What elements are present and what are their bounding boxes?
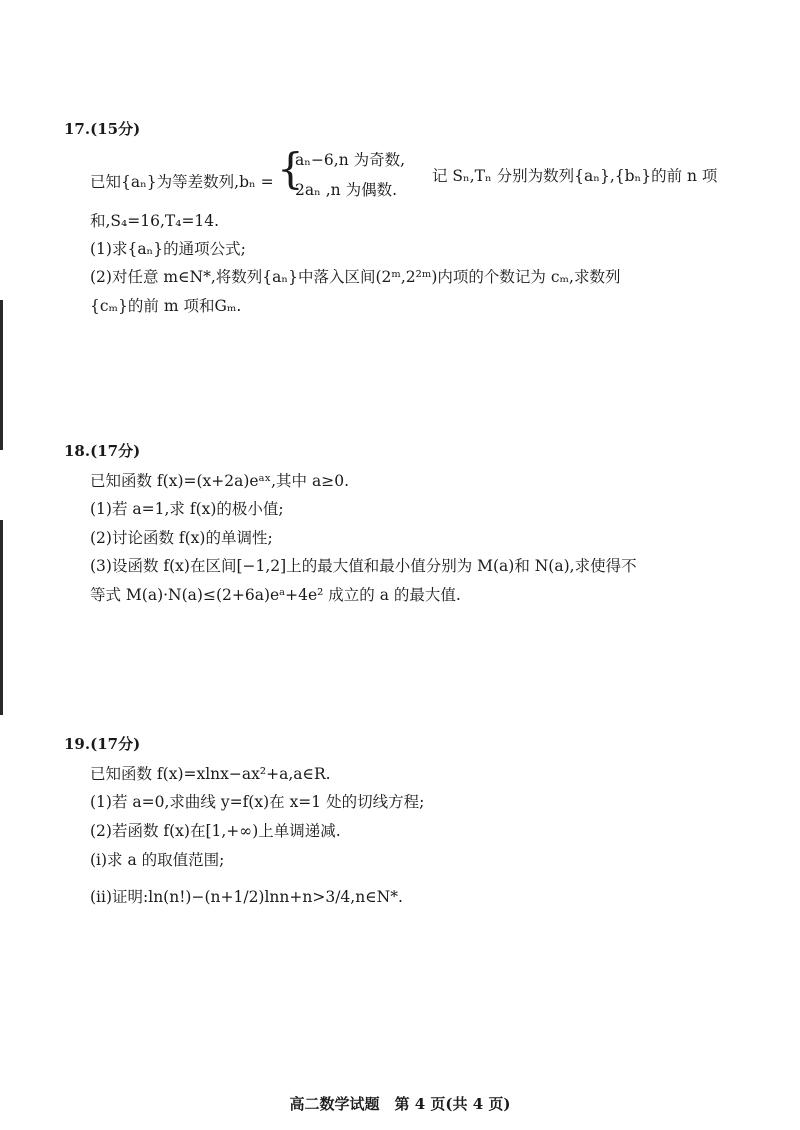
- question-18-part1: (1)若 a=1,求 f(x)的极小值;: [90, 500, 284, 518]
- piecewise-case-odd: aₙ−6,n 为奇数,: [295, 151, 406, 169]
- piecewise-case-even: 2aₙ ,n 为偶数.: [295, 181, 397, 199]
- question-18-part3-line2: 等式 M(a)·N(a)≤(2+6a)eᵃ+4e² 成立的 a 的最大值.: [90, 586, 461, 604]
- scan-edge-top: [0, 300, 3, 450]
- question-17: [62, 118, 742, 315]
- question-19: [62, 733, 742, 906]
- question-18: [62, 440, 742, 604]
- question-19-stem: 已知函数 f(x)=xlnx−ax²+a,a∈R.: [90, 765, 331, 783]
- question-17-part1: (1)求{aₙ}的通项公式;: [90, 240, 246, 258]
- piecewise-brace: {: [277, 144, 304, 193]
- question-17-stem-line2: 和,S₄=16,T₄=14.: [90, 212, 220, 230]
- question-17-stem-post: 记 Sₙ,Tₙ 分别为数列{aₙ},{bₙ}的前 n 项: [432, 167, 718, 185]
- question-17-stem-pre: 已知{aₙ}为等差数列,bₙ =: [90, 173, 274, 191]
- question-18-part3-line1: (3)设函数 f(x)在区间[−1,2]上的最大值和最小值分别为 M(a)和 N(a),求使得不: [90, 557, 637, 575]
- question-18-header: 18.(17分): [64, 442, 141, 460]
- question-18-stem: 已知函数 f(x)=(x+2a)eᵃˣ,其中 a≥0.: [90, 472, 350, 490]
- question-17-part2-line1: (2)对任意 m∈N*,将数列{aₙ}中落入区间(2ᵐ,2²ᵐ)内项的个数记为 cₘ,求数列: [90, 268, 621, 286]
- question-17-part2-line2: {cₘ}的前 m 项和Gₘ.: [90, 297, 242, 315]
- page-footer: 高二数学试题 第 4 页(共 4 页): [289, 1095, 511, 1113]
- question-19-sub2: (ⅱ)证明:ln(n!)−(n+1/2)lnn+n>3/4,n∈N*.: [90, 888, 403, 906]
- question-17-header: 17.(15分): [64, 120, 141, 138]
- question-18-part2: (2)讨论函数 f(x)的单调性;: [90, 529, 273, 547]
- question-19-part1: (1)若 a=0,求曲线 y=f(x)在 x=1 处的切线方程;: [90, 793, 425, 811]
- scan-edge-bottom: [0, 520, 3, 715]
- question-19-sub1: (ⅰ)求 a 的取值范围;: [90, 851, 225, 869]
- question-19-header: 19.(17分): [64, 735, 141, 753]
- question-19-part2: (2)若函数 f(x)在[1,+∞)上单调递减.: [90, 822, 341, 840]
